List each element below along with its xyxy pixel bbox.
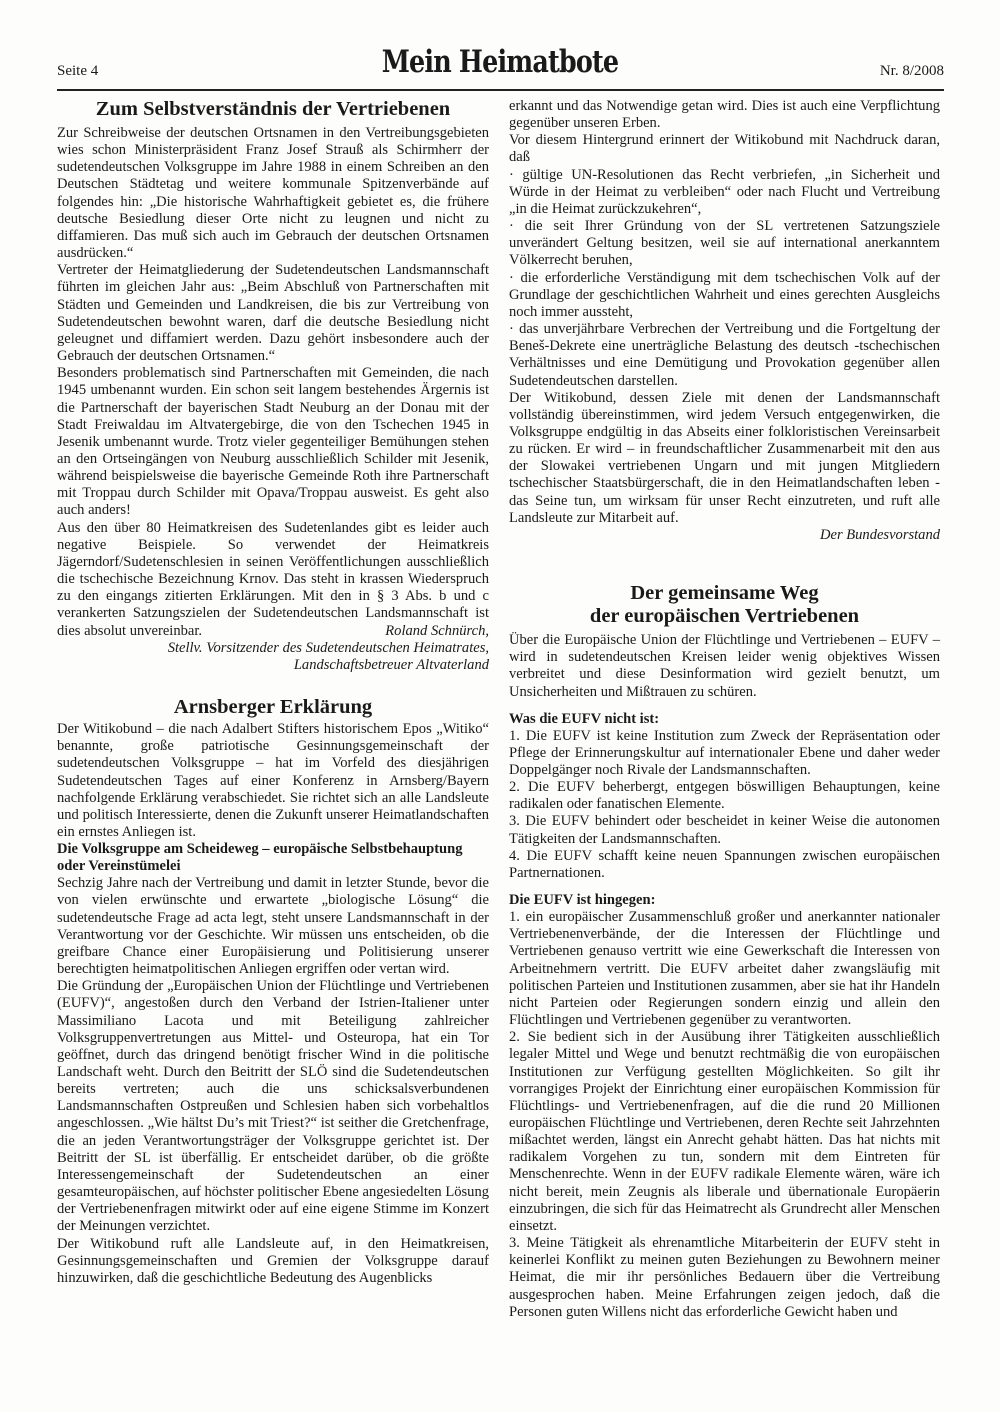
article3-not-item: 3. Die EUFV behindert oder bescheidet in keiner Weise die autonomen Tätigkeiten der Landsmannschaften. [509,813,940,847]
article2-paragraph: Der Witikobund ruft alle Landsleute auf, in den Heimatkreisen, Gesinnungsgemeinschaften und Gremien der Volksgruppe darauf hinzuwirken, daß die geschichtliche Bedeutung des Augenblicks [57,1235,489,1286]
article2-subheading: Die Volksgruppe am Scheideweg – europäische Selbstbehauptung oder Vereinstümelei [57,841,463,875]
article2-background: Vor diesem Hintergrund erinnert der Witikobund mit Nachdruck daran, daß [509,132,940,166]
article2-continuation: erkannt und das Notwendige getan wird. Dies ist auch eine Verpflichtung gegenüber unseren Erben. [509,98,940,132]
right-column [509,98,940,1321]
header-rule [57,89,944,91]
article2-bullet: · gültige UN-Resolutionen das Recht verbriefen, „in Sicherheit und Würde in der Heimat zu verbleiben“ oder nach Flucht und Vertreibung „in die Heimat zurückzukehren“, [509,166,940,217]
article1-author-role: Landschaftsbetreuer Altvaterland [293,657,489,673]
article1-paragraph: Besonders problematisch sind Partnerschaften mit Gemeinden, die nach 1945 umbenannt wurden. Ein schon seit langem bestehendes Ärgernis ist die Partnerschaft der bayerischen Stadt Neuburg an der Donau mit der Stadt Freiwaldau im Altvatergebirge, die von den Tschechen 1945 in Jesenik umbenannt wurde. Trotz vieler gegenteiliger Bemühungen stehen an den Ortseingängen von Neuburg ausschließlich Schilder mit Jesenik, während beispielsweise die bayerische Gemeinde Roth ihre Partnerschaft mit Troppau durch Schilder mit Opava/Troppau ausweist. Es geht also auch anders! [57,365,489,519]
left-column [57,98,489,1287]
article2-intro: Der Witikobund – die nach Adalbert Stifters historischem Epos „Witiko“ benannte, große patriotische Gesinnungsgemeinschaft der sudetendeutschen Volksgruppe – hat im Vorfeld des diesjährigen Sudetendeutschen Tages auf einer Konferenz in Arnsberg/Bayern nachfolgende Erklärung verabschiedet. Sie richtet sich an alle Landsleute und politisch Interessierte, denen die Zukunft unserer Heimatlandschaften ein ernstes Anliegen ist. [57,721,489,841]
article1-paragraph: Vertreter der Heimatgliederung der Sudetendeutschen Landsmannschaft führten im gleichen Jahr aus: „Beim Abschluß von Partnerschaften mit Städten und Gemeinden und Landkreisen, die bis zur Vertreibung von Sudetendeutschen bewohnt waren, darf die deutsche Besiedlung nicht geleugnet und diffamiert werden. Dazu gehört insbesondere auch der Gebrauch der deutschen Ortsnamen.“ [57,262,489,365]
article3-is-item: 3. Meine Tätigkeit als ehrenamtliche Mitarbeiterin der EUFV steht in keinerlei Konflikt zu meinen guten Beziehungen zu Bewohnern meiner Heimat, die mir ihr persönliches Bedauern über die Vertreibung ausgesprochen haben. Meine Erfahrungen zeigen jedoch, daß die Personen guten Willens nicht das erforderliche Gewicht haben und [509,1235,940,1320]
article3-heading-is: Die EUFV ist hingegen: [509,892,656,909]
article2-bullet: · das unverjährbare Verbrechen der Vertreibung und die Fortgeltung der Beneš-Dekrete eine unerträgliche Belastung des deutsch -tschechischen Verhältnisses und eine Demütigung und Provokation gegenüber allen Sudetendeutschen darstellen. [509,321,940,389]
article2-closing: Der Witikobund, dessen Ziele mit denen der Landsmannschaft vollständig übereinstimmen, wird jedem Versuch entgegenwirken, die Volksgruppe endgültig in das Abseits einer folkloristischen Vereinsarbeit zu rücken. Er wird – in freundschaftlicher Zusammenarbeit mit den aus der Slowakei vertriebenen Ungarn und mit jungen Mitgliedern tschechischer Staatsbürgerschaft, die in den Heimatlandschaften leben - das Seine tun, um wirksam für unser Recht einzutreten, und ruft alle Landsleute zur Mitarbeit auf. [509,389,940,526]
article1-author-name: Roland Schnürch, [385,622,489,639]
article2-paragraph: Sechzig Jahre nach der Vertreibung und damit in letzter Stunde, bevor die von vielen erwünschte und erwartete „biologische Lösung“ die sudetendeutsche Frage ad acta legt, steht unsere Landsmannschaft in der Verantwortung vor der Geschichte. Wir müssen uns entscheiden, ob die greifbare Chance einer Europäisierung und Politisierung unserer berechtigten heimatpolitischen Anliegen ergriffen oder vertan wird. [57,875,489,978]
article3-not-item: 4. Die EUFV schafft keine neuen Spannungen zwischen europäischen Partnernationen. [509,847,940,881]
article2-signature: Der Bundesvorstand [820,526,940,543]
article3-title: Der gemeinsame Weg [630,582,819,605]
article3-intro: Über die Europäische Union der Flüchtlinge und Vertriebenen – EUFV – wird in sudetendeutschen Kreisen leider wenig objektives Wissen verbreitet und diese Desinformation wird gezielt benutzt, um Unsicherheiten und Mißtrauen zu schüren. [509,632,940,700]
article3-title: der europäischen Vertriebenen [589,605,860,628]
article2-paragraph: Die Gründung der „Europäischen Union der Flüchtlinge und Vertriebenen (EUFV)“, angestoßen durch den Verband der Istrien-Italiener unter Massimiliano Lacota und mit Beteiligung zahlreicher Volksgruppenvertretungen aus Mittel- und Osteuropa, hat ein Tor geöffnet, durch das dringend benötigt frischer Wind in die politische Landschaft weht. Durch den Beitritt der SLÖ sind die Sudetendeutschen bereits vertreten; auch die uns schicksalsverbundenen Landsmannschaften Ostpreußen und Schlesien haben sich vorbehaltlos angeschlossen. „Wie hältst Du’s mit Triest?“ ist seither die Gretchenfrage, die an jeden Verantwortungsträger der Volksgruppe gerichtet ist. Der Beitritt der SL ist überfällig. Er entscheidet darüber, ob die größte Interessengemeinschaft der Sudetendeutschen an einer gesamteuropäischen, auf höchster politischer Ebene angesiedelten Lösung der Vertriebenenfragen mitwirkt oder auf eine eigene Stimme im Konzert der Meinungen verzichtet. [57,978,489,1235]
article3-not-item: 2. Die EUFV beherbergt, entgegen böswilligen Behauptungen, keine radikalen oder fanatischen Elemente. [509,779,940,813]
article2-bullet: · die seit Ihrer Gründung von der SL vertretenen Satzungsziele unverändert Geltung besitzen, weil sie auf international anerkanntem Völkerrecht beruhen, [509,218,940,269]
article2-bullet: · die erforderliche Verständigung mit dem tschechischen Volk auf der Grundlage der geschichtlichen Wahrheit und eines gerechten Ausgleichs noch immer aussteht, [509,269,940,320]
masthead-logo: Mein Heimatbote [381,44,619,80]
article3-heading-not: Was die EUFV nicht ist: [509,710,660,727]
article1-paragraph: Zur Schreibweise der deutschen Ortsnamen in den Vertreibungsgebieten wies schon Ministerpräsident Franz Josef Strauß als Schirmherr der sudetendeutschen Volksgruppe im Jahre 1988 in einem Schreiben an den Deutschen Städtetag und weitere kommunale Spitzenverbände auf folgendes hin: „Die historische Wahrhaftigkeit gebietet es, die frühere deutsche Besiedlung dieser Orte nicht zu leugnen und nicht zu diffamieren. Das muß sich auch im Gebrauch der deutschen Ortsnamen ausdrücken.“ [57,125,489,262]
issue-number: Nr. 8/2008 [879,63,944,79]
article1-author-role: Stellv. Vorsitzender des Sudetendeutschen Heimatrates, [167,639,489,656]
article3-is-item: 2. Sie bedient sich in der Ausübung ihrer Tätigkeiten ausschließlich legaler Mittel und Wege und benutzt rechtmäßig die von europäischen Institutionen zur Verfügung gestellten Möglichkeiten. So gilt ihr vorrangiges Projekt der Einrichtung einer europäischen Kommission für Flüchtlings- und Vertriebenenfragen, auf die die rund 20 Millionen europäischen Flüchtlinge und Vertriebenen, deren Rechte seit Jahrzehnten mißachtet werden, längst ein Anrecht gehabt hätten. Das hat nichts mit radikalem Vorgehen zu tun, sondern mit dem Eintreten für Menschenrechte. Wenn in der EUFV radikale Elemente wären, wäre ich nicht bereit, mein Zeugnis als liberale und übernationale Europäerin einzubringen, die sich für das Heimatrecht als Grundrecht aller Menschen einsetzt. [509,1029,940,1234]
page-number: Seite 4 [57,63,99,79]
article2-title: Arnsberger Erklärung [173,696,373,719]
article1-paragraph: Aus den über 80 Heimatkreisen des Sudetenlandes gibt es leider auch negative Beispiele. So verwendet der Heimatkreis Jägerndorf/Sudetenschlesien in seinen Veröffentlichungen ausschließlich die tschechische Bezeichnung Krnov. Das steht in krassen Wiederspruch zu den eingangs zitierten Erklärungen. Mit den in § 3 Abs. b und c verankerten Satzungszielen der Sudetendeutschen Landsmannschaft ist dies absolut unvereinbar. [57,519,489,639]
article3-not-item: 1. Die EUFV ist keine Institution zum Zweck der Repräsentation oder Pflege der Erinnerungskultur auf internationaler Ebene und daher weder Doppelgänger noch Rivale der Landsmannschaften. [509,727,940,778]
article1-title: Zum Selbstverständnis der Vertriebenen [95,98,451,120]
article3-is-item: 1. ein europäischer Zusammenschluß großer und anerkannter nationaler Vertriebenenverbände, der die Interessen der Flüchtlinge und Vertriebenen genauso vertritt wie eine Gewerkschaft die Interessen von Arbeitnehmern vertritt. Die EUFV arbeitet daher zwangsläufig mit politischen Parteien und Institutionen zusammen, aber sie hat ihr Handeln nicht Parteien oder Regierungen sondern einzig und allein den Flüchtlingen und Vertriebenen gegenüber zu verantworten. [509,909,940,1029]
